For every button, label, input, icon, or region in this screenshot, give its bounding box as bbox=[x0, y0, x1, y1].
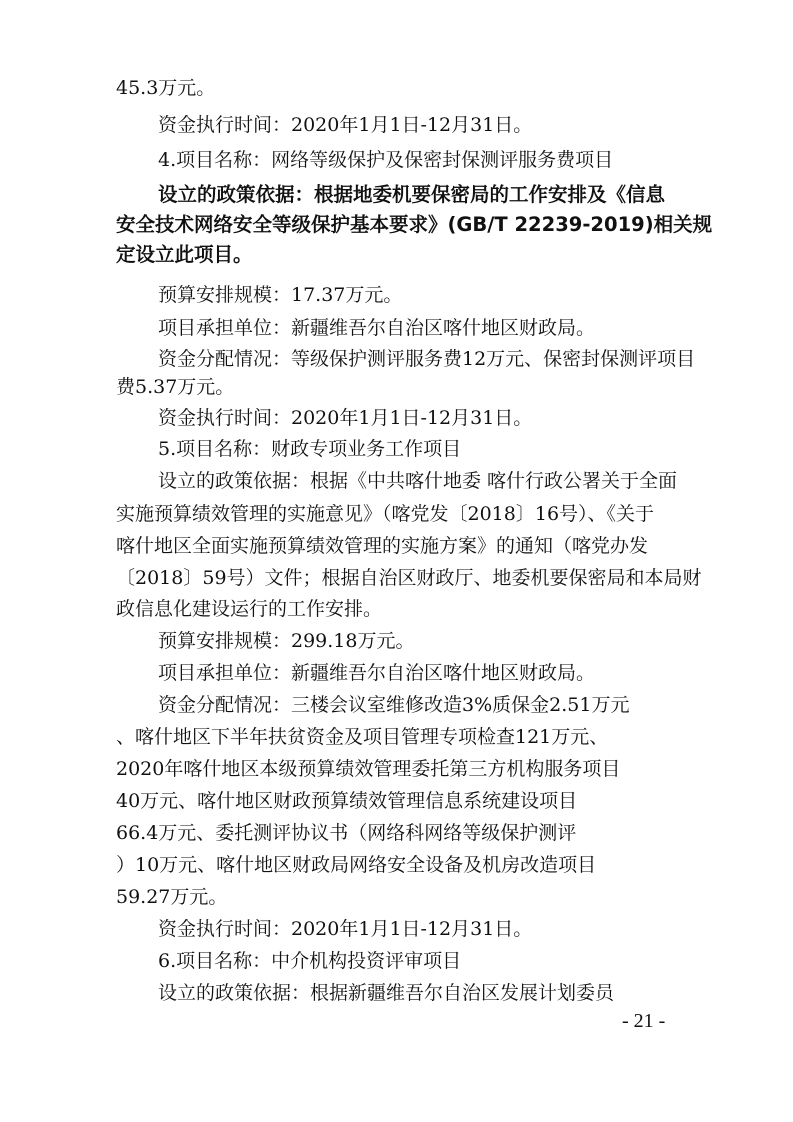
text-line: 资金分配情况：三楼会议室维修改造3%质保金2.51万元 bbox=[158, 694, 630, 716]
text-line: 40万元、喀什地区财政预算绩效管理信息系统建设项目 bbox=[116, 790, 578, 812]
text-line: 预算安排规模：17.37万元。 bbox=[158, 284, 403, 306]
page-number: - 21 - bbox=[622, 1010, 666, 1032]
text-line: 资金分配情况：等级保护测评服务费12万元、保密封保测评项目 bbox=[158, 348, 696, 370]
text-line: 预算安排规模：299.18万元。 bbox=[158, 630, 415, 652]
text-line: 、喀什地区下半年扶贫资金及项目管理专项检查121万元、 bbox=[116, 726, 609, 748]
text-line: 设立的政策依据：根据地委机要保密局的工作安排及《信息 bbox=[158, 183, 666, 206]
text-line: 费5.37万元。 bbox=[116, 376, 235, 398]
text-line: 2020年喀什地区本级预算绩效管理委托第三方机构服务项目 bbox=[116, 758, 621, 780]
text-line: 59.27万元。 bbox=[116, 886, 228, 908]
text-line: 5.项目名称：财政专项业务工作项目 bbox=[158, 438, 462, 460]
text-line: 喀什地区全面实施预算绩效管理的实施方案》的通知（喀党办发 bbox=[116, 535, 649, 557]
text-line: 〔2018〕59号）文件；根据自治区财政厅、地委机要保密局和本局财 bbox=[116, 567, 702, 589]
text-line: 设立的政策依据：根据新疆维吾尔自治区发展计划委员 bbox=[158, 982, 615, 1004]
text-line: 政信息化建设运行的工作安排。 bbox=[116, 598, 383, 620]
text-line: 设立的政策依据：根据《中共喀什地委 喀什行政公署关于全面 bbox=[158, 470, 678, 492]
text-line: 6.项目名称：中介机构投资评审项目 bbox=[158, 950, 462, 972]
text-line: ）10万元、喀什地区财政局网络安全设备及机房改造项目 bbox=[116, 854, 597, 876]
text-line: 安全技术网络安全等级保护基本要求》(GB/T 22239-2019)相关规 bbox=[116, 213, 713, 236]
text-line: 资金执行时间：2020年1月1日-12月31日。 bbox=[158, 918, 533, 940]
text-line: 定设立此项目。 bbox=[116, 243, 253, 266]
text-line: 66.4万元、委托测评协议书（网络科网络等级保护测评 bbox=[116, 822, 577, 844]
text-line: 实施预算绩效管理的实施意见》（喀党发〔2018〕16号）、《关于 bbox=[116, 503, 655, 525]
text-line: 项目承担单位：新疆维吾尔自治区喀什地区财政局。 bbox=[158, 317, 596, 339]
text-line: 项目承担单位：新疆维吾尔自治区喀什地区财政局。 bbox=[158, 662, 596, 684]
text-line: 资金执行时间：2020年1月1日-12月31日。 bbox=[158, 407, 533, 429]
text-line: 4.项目名称：网络等级保护及保密封保测评服务费项目 bbox=[158, 149, 614, 171]
text-line: 资金执行时间：2020年1月1日-12月31日。 bbox=[158, 114, 533, 136]
text-line: 45.3万元。 bbox=[116, 77, 216, 99]
